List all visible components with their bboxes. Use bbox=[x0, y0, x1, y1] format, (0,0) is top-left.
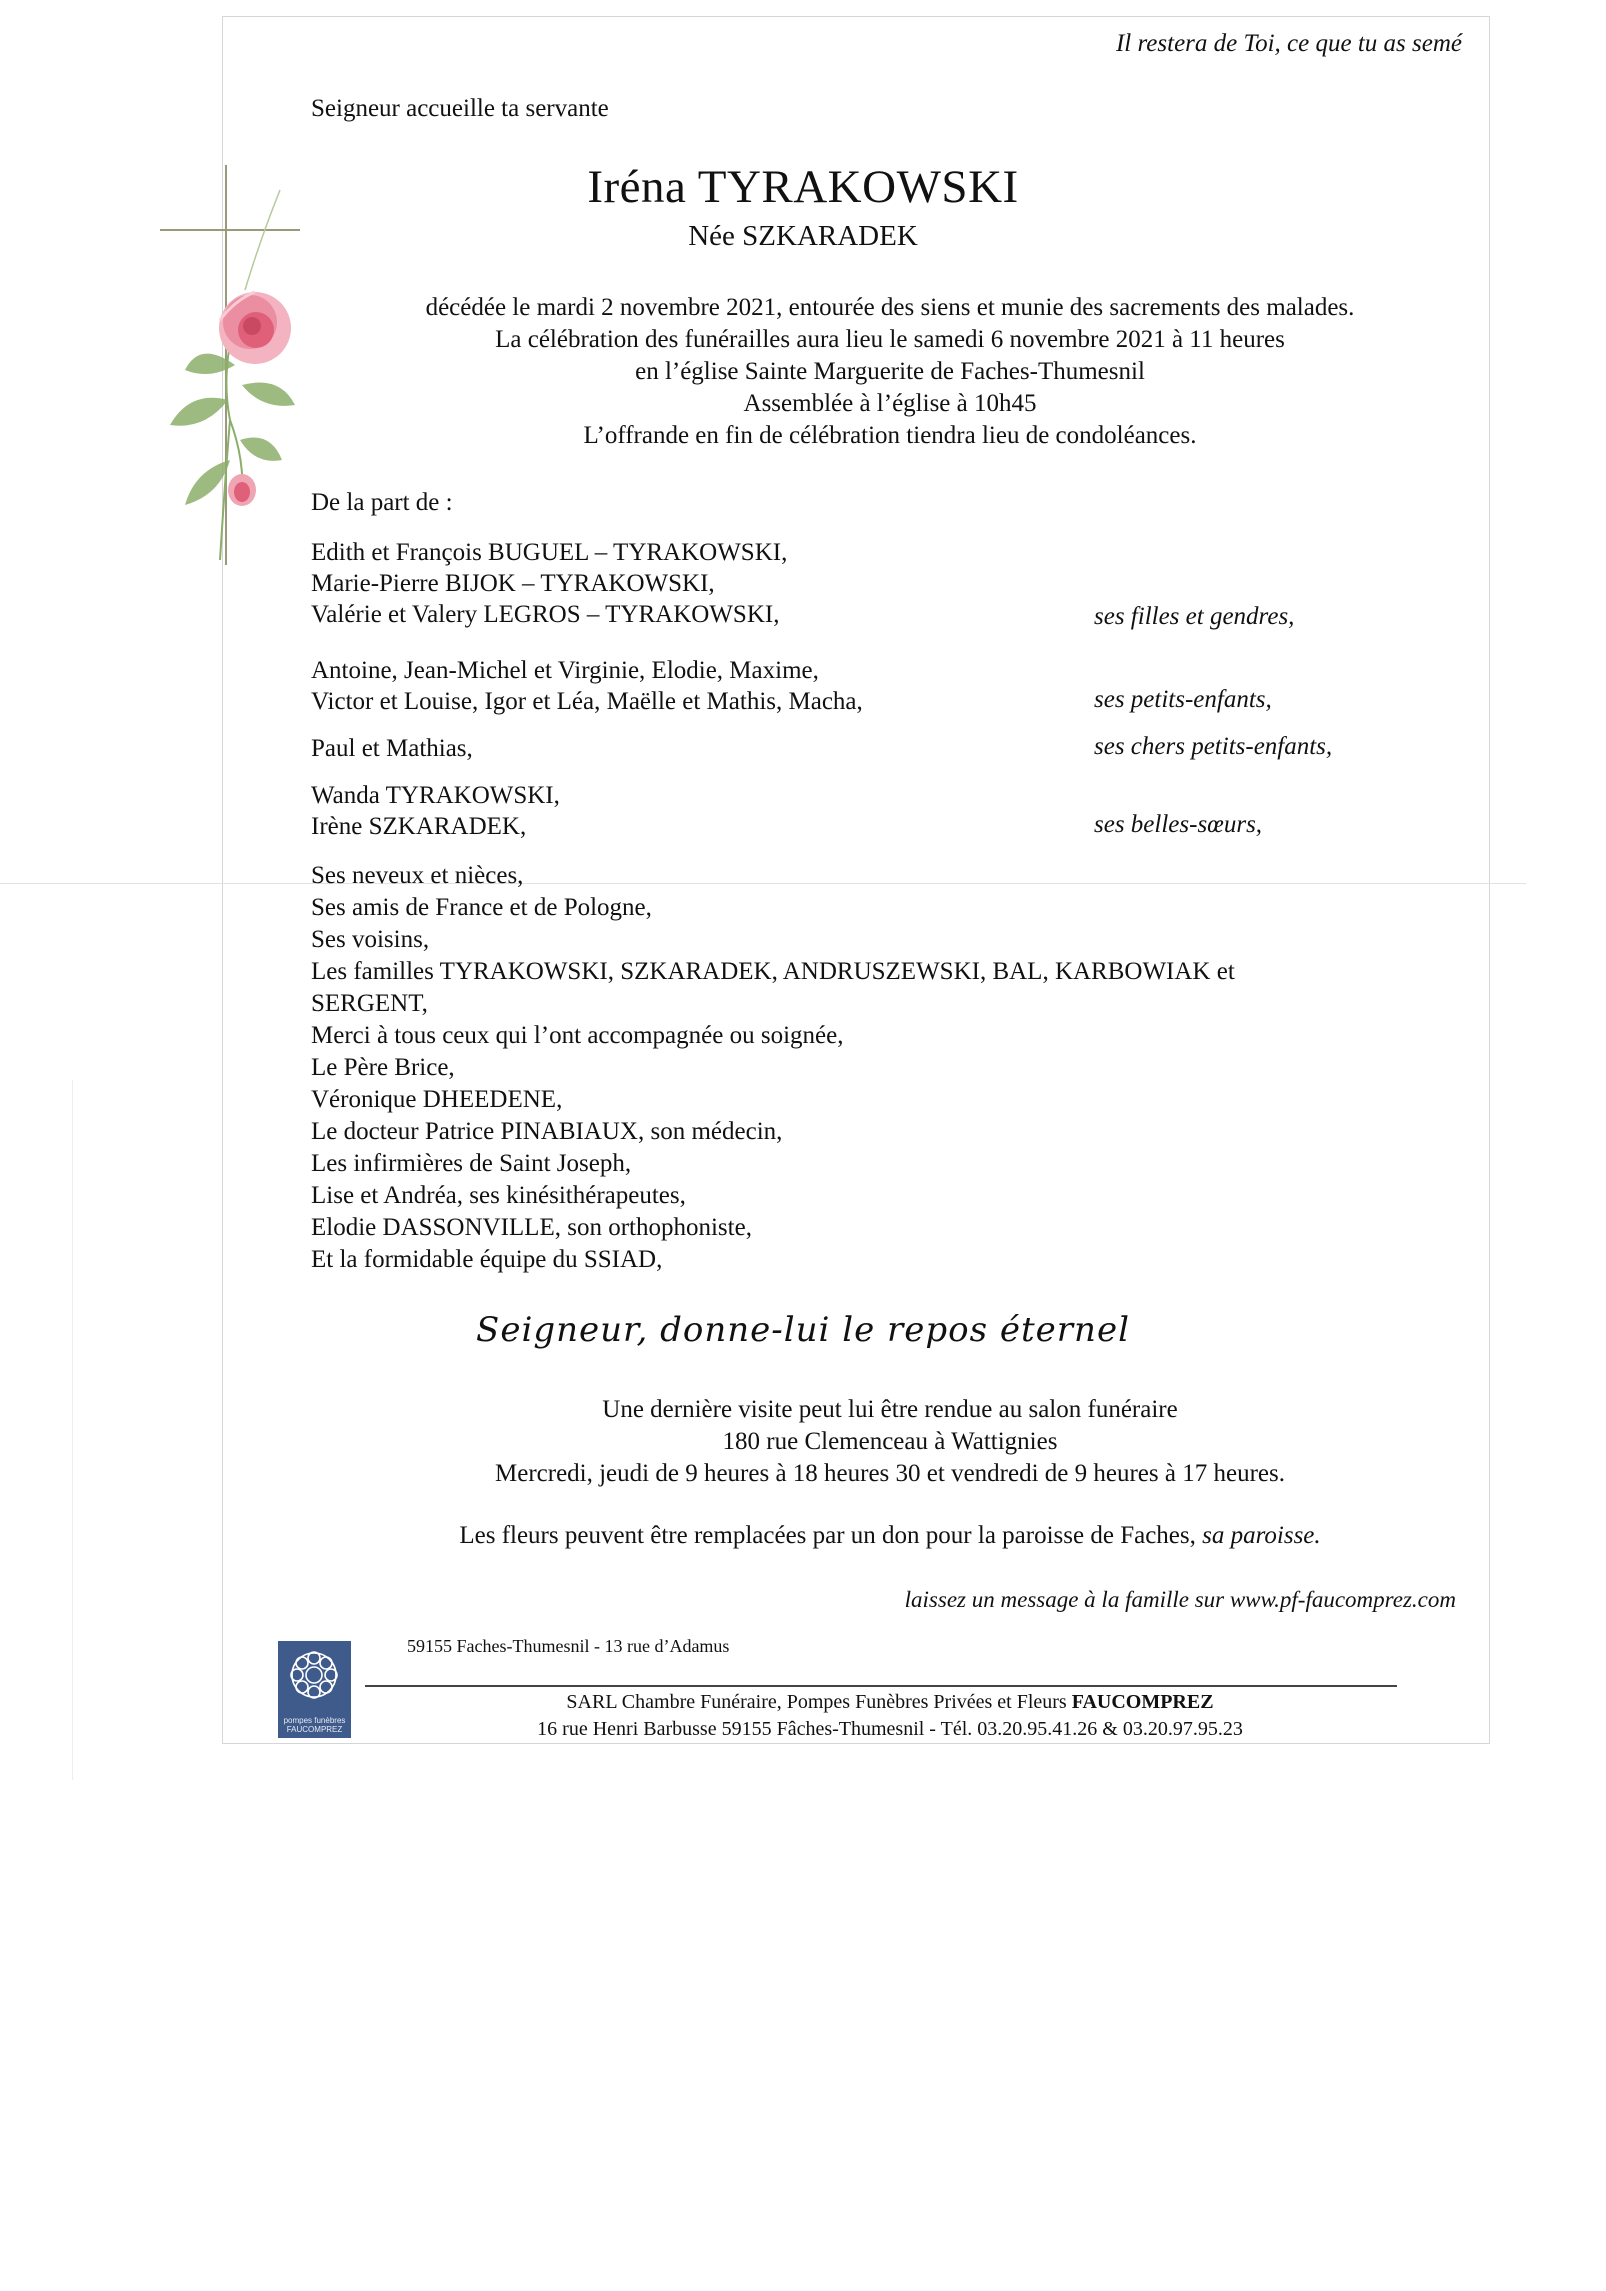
deceased-name: Iréna TYRAKOWSKI bbox=[587, 161, 1019, 213]
announcement-text bbox=[300, 292, 1480, 452]
company-footer bbox=[300, 1689, 1480, 1743]
intro-line: Seigneur accueille ta servante bbox=[311, 95, 609, 122]
family-group-grandchildren bbox=[311, 655, 863, 717]
visit-info bbox=[300, 1394, 1480, 1490]
list-item: Lise et Andréa, ses kinésithérapeutes, bbox=[311, 1182, 686, 1209]
logo-line: FAUCOMPREZ bbox=[286, 1725, 343, 1734]
announcement-line: La célébration des funérailles aura lieu le samedi 6 novembre 2021 à 11 heures bbox=[495, 326, 1285, 353]
visit-line: 180 rue Clemenceau à Wattignies bbox=[722, 1428, 1058, 1455]
footer-divider bbox=[365, 1685, 1397, 1687]
family-group-great-grandchildren bbox=[311, 733, 473, 764]
family-name-line: Victor et Louise, Igor et Léa, Maëlle et Mathis, Macha, bbox=[311, 688, 863, 715]
list-item: Les familles TYRAKOWSKI, SZKARADEK, ANDRUSZEWSKI, BAL, KARBOWIAK et bbox=[311, 958, 1235, 985]
family-name-line: Wanda TYRAKOWSKI, bbox=[311, 782, 560, 809]
list-item: Ses amis de France et de Pologne, bbox=[311, 894, 652, 921]
list-item: Les infirmières de Saint Joseph, bbox=[311, 1150, 632, 1177]
rose-icon bbox=[219, 292, 291, 364]
family-group-daughters bbox=[311, 537, 787, 630]
prayer-line: Seigneur, donne-lui le repos éternel bbox=[476, 1310, 1130, 1350]
company-contact: 16 rue Henri Barbusse 59155 Fâches-Thumesnil - Tél. 03.20.95.41.26 & 03.20.97.95.23 bbox=[537, 1718, 1243, 1740]
family-name-line: Edith et François BUGUEL – TYRAKOWSKI, bbox=[311, 539, 788, 566]
relation-label: ses belles-sœurs, bbox=[1094, 811, 1263, 838]
list-item: Véronique DHEEDENE, bbox=[311, 1086, 563, 1113]
family-name-line: Irène SZKARADEK, bbox=[311, 813, 527, 840]
family-name-line: Marie-Pierre BIJOK – TYRAKOWSKI, bbox=[311, 570, 715, 597]
maiden-name: Née SZKARADEK bbox=[688, 220, 918, 252]
family-name-line: Paul et Mathias, bbox=[311, 735, 473, 762]
list-item: SERGENT, bbox=[311, 990, 428, 1017]
company-line bbox=[300, 1689, 1480, 1716]
family-group-sisters-in-law bbox=[311, 780, 560, 842]
family-name-line: Valérie et Valery LEGROS – TYRAKOWSKI, bbox=[311, 601, 780, 628]
company-name: FAUCOMPREZ bbox=[1071, 1691, 1214, 1713]
list-item: Le Père Brice, bbox=[311, 1054, 455, 1081]
other-mourners-list bbox=[311, 860, 1235, 1276]
relation-label: ses chers petits-enfants, bbox=[1094, 733, 1333, 760]
visit-line: Mercredi, jeudi de 9 heures à 18 heures 30 et vendredi de 9 heures à 17 heures. bbox=[495, 1460, 1285, 1487]
address-line: 59155 Faches-Thumesnil - 13 rue d’Adamus bbox=[407, 1636, 730, 1656]
list-item: Et la formidable équipe du SSIAD, bbox=[311, 1246, 663, 1273]
from-heading: De la part de : bbox=[311, 489, 453, 516]
list-item: Merci à tous ceux qui l’ont accompagnée ou soignée, bbox=[311, 1022, 844, 1049]
list-item: Elodie DASSONVILLE, son orthophoniste, bbox=[311, 1214, 752, 1241]
rosebud-icon bbox=[228, 474, 256, 506]
relation-label: ses filles et gendres, bbox=[1094, 603, 1295, 630]
epigraph: Il restera de Toi, ce que tu as semé bbox=[1115, 30, 1462, 57]
flowers-text: Les fleurs peuvent être remplacées par un don pour la paroisse de Faches, bbox=[459, 1522, 1203, 1549]
flowers-note bbox=[300, 1522, 1480, 1550]
family-name-line: Antoine, Jean-Michel et Virginie, Elodie, Maxime, bbox=[311, 657, 819, 684]
list-item: Le docteur Patrice PINABIAUX, son médecin, bbox=[311, 1118, 783, 1145]
relation-label: ses petits-enfants, bbox=[1094, 686, 1272, 713]
website-message: laissez un message à la famille sur www.pf-faucomprez.com bbox=[904, 1587, 1456, 1612]
announcement-line: en l’église Sainte Marguerite de Faches-Thumesnil bbox=[635, 358, 1145, 385]
list-item: Ses voisins, bbox=[311, 926, 430, 953]
company-description: SARL Chambre Funéraire, Pompes Funèbres Privées et Fleurs bbox=[566, 1691, 1072, 1713]
scan-edge-line bbox=[72, 1080, 73, 1780]
announcement-line: Assemblée à l’église à 10h45 bbox=[743, 390, 1037, 417]
flowers-emphasis: sa paroisse. bbox=[1202, 1522, 1321, 1549]
visit-line: Une dernière visite peut lui être rendue au salon funéraire bbox=[602, 1396, 1178, 1423]
logo-line: pompes funèbres bbox=[283, 1716, 346, 1725]
list-item: Ses neveux et nièces, bbox=[311, 862, 524, 889]
announcement-line: décédée le mardi 2 novembre 2021, entourée des siens et munie des sacrements des malades. bbox=[425, 294, 1355, 321]
announcement-line: L’offrande en fin de célébration tiendra lieu de condoléances. bbox=[583, 422, 1197, 449]
